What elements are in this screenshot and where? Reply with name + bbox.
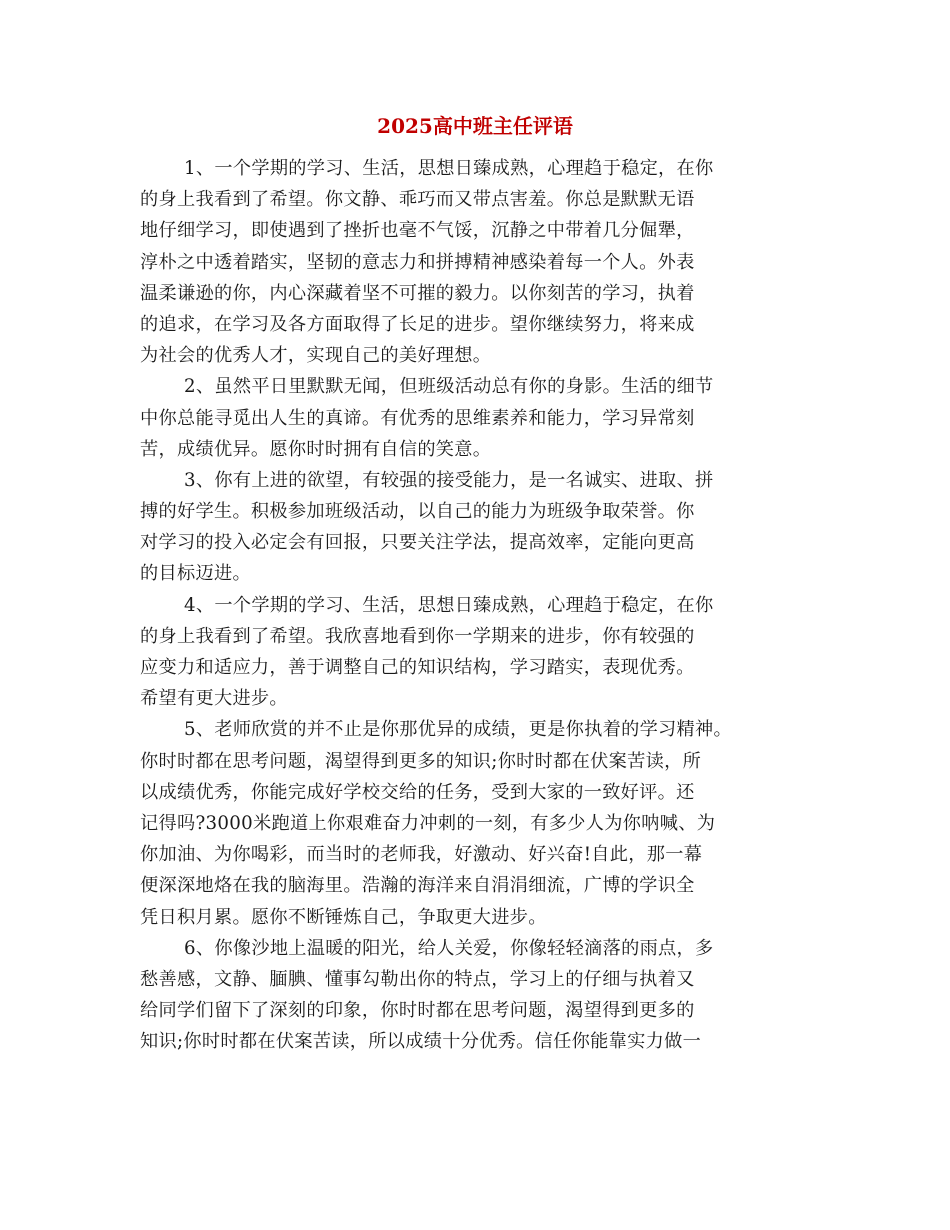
- text-line: 苦，成绩优异。愿你时时拥有自信的笑意。: [140, 438, 492, 460]
- text-line: 的身上我看到了希望。我欣喜地看到你一学期来的进步，你有较强的: [140, 625, 695, 647]
- text-line: 便深深地烙在我的脑海里。浩瀚的海洋来自涓涓细流，广博的学识全: [140, 875, 695, 897]
- text-line: 给同学们留下了深刻的印象，你时时都在思考问题，渴望得到更多的: [140, 1000, 695, 1022]
- text-line: 6、你像沙地上温暖的阳光，给人关爱，你像轻轻滴落的雨点，多: [184, 937, 714, 959]
- text-line: 为社会的优秀人才，实现自己的美好理想。: [140, 345, 492, 367]
- paragraph-4: [140, 590, 810, 715]
- text-line: 3、你有上进的欲望，有较强的接受能力，是一名诚实、进取、拼: [184, 469, 714, 491]
- paragraph-6: [140, 933, 810, 1058]
- text-line: 温柔谦逊的你，内心深藏着坚不可摧的毅力。以你刻苦的学习，执着: [140, 282, 695, 304]
- text-line: 知识;你时时都在伏案苦读，所以成绩十分优秀。信任你能靠实力做一: [140, 1031, 702, 1053]
- text-line: 愁善感，文静、腼腆、懂事勾勒出你的特点，学习上的仔细与执着又: [140, 968, 695, 990]
- paragraph-3: [140, 465, 810, 590]
- text-line: 以成绩优秀，你能完成好学校交给的任务，受到大家的一致好评。还: [140, 781, 695, 803]
- text-line: 1、一个学期的学习、生活，思想日臻成熟，心理趋于稳定，在你: [184, 158, 714, 179]
- text-line: 记得吗?3000米跑道上你艰难奋力冲刺的一刻，有多少人为你呐喊、为: [140, 812, 716, 834]
- text-line: 中你总能寻觅出人生的真谛。有优秀的思维素养和能力，学习异常刻: [140, 407, 695, 429]
- text-line: 2、虽然平日里默默无闻，但班级活动总有你的身影。生活的细节: [184, 376, 714, 398]
- text-line: 你时时都在思考问题，渴望得到更多的知识;你时时都在伏案苦读，所: [140, 750, 702, 772]
- document-body: [140, 153, 810, 1057]
- text-line: 对学习的投入必定会有回报，只要关注学法，提高效率，定能向更高: [140, 532, 695, 554]
- paragraph-5: [140, 714, 810, 932]
- text-line: 你加油、为你喝彩，而当时的老师我，好激动、好兴奋!自此，那一幕: [140, 844, 703, 866]
- text-line: 的身上我看到了希望。你文静、乖巧而又带点害羞。你总是默默无语: [140, 189, 695, 211]
- text-line: 淳朴之中透着踏实，坚韧的意志力和拼搏精神感染着每一个人。外表: [140, 251, 695, 273]
- text-line: 4、一个学期的学习、生活，思想日臻成熟，心理趋于稳定，在你: [184, 594, 714, 616]
- text-line: 5、老师欣赏的并不止是你那优异的成绩，更是你执着的学习精神。: [184, 719, 733, 741]
- text-line: 希望有更大进步。: [140, 688, 288, 710]
- text-line: 的追求，在学习及各方面取得了长足的进步。望你继续努力，将来成: [140, 313, 695, 335]
- paragraph-2: [140, 371, 810, 465]
- text-line: 搏的好学生。积极参加班级活动，以自己的能力为班级争取荣誉。你: [140, 501, 695, 523]
- paragraph-1: [140, 153, 810, 371]
- text-line: 的目标迈进。: [140, 563, 251, 585]
- text-line: 地仔细学习，即使遇到了挫折也毫不气馁，沉静之中带着几分倔犟，: [140, 220, 695, 242]
- text-line: 凭日积月累。愿你不断锤炼自己，争取更大进步。: [140, 906, 547, 928]
- document-title: 2025高中班主任评语: [377, 114, 573, 138]
- text-line: 应变力和适应力，善于调整自己的知识结构，学习踏实，表现优秀。: [140, 657, 695, 678]
